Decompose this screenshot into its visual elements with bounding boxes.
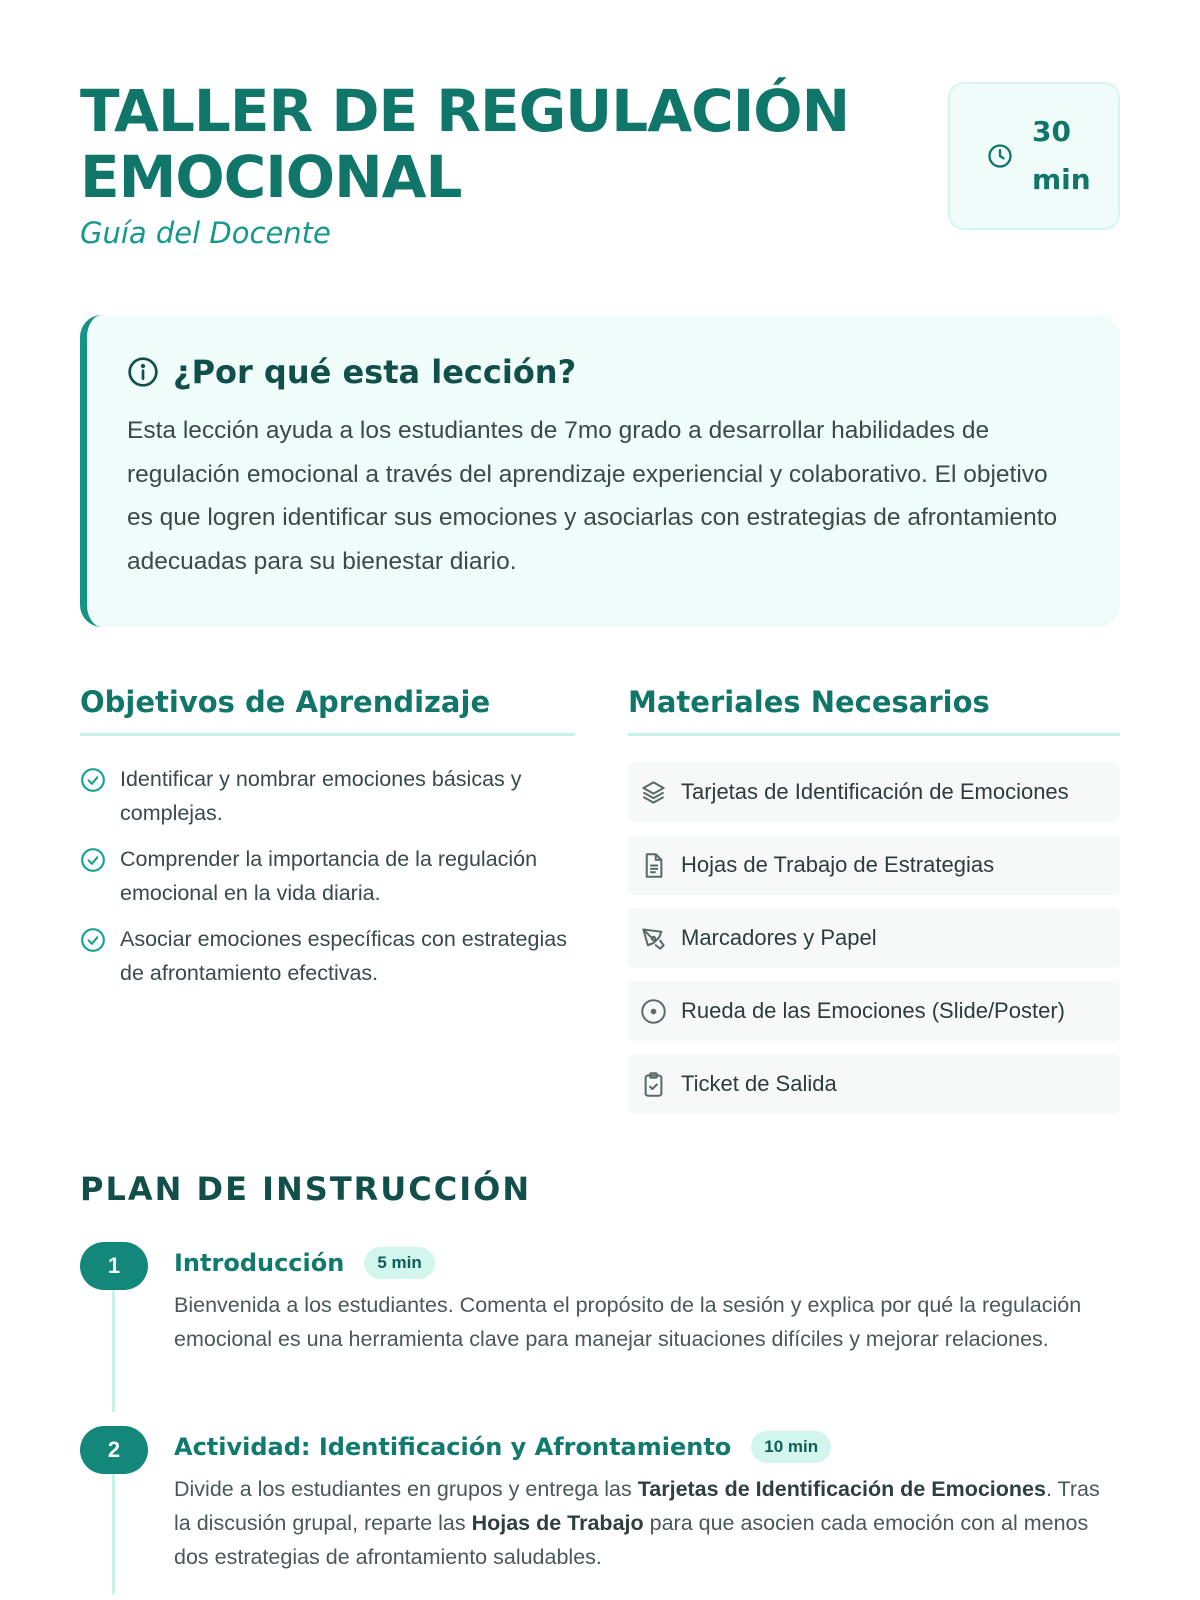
step-number: 1 (80, 1242, 148, 1290)
page-subtitle: Guía del Docente (80, 216, 331, 250)
material-label: Ticket de Salida (681, 1071, 837, 1096)
why-heading (127, 353, 1076, 391)
list-item (628, 981, 1120, 1041)
pen-icon (640, 925, 667, 952)
list-item (80, 922, 575, 990)
check-circle-icon (80, 767, 106, 793)
materials-heading: Materiales Necesarios (628, 685, 1120, 736)
header (80, 78, 1120, 268)
desc-text: para que asocien cada emoción con al menos dos estrategias de afrontamiento saludables. (174, 1511, 1089, 1569)
check-circle-icon (80, 927, 106, 953)
step-header (174, 1426, 1120, 1468)
objective-text: Comprender la importancia de la regulación emocional en la vida diaria. (120, 847, 538, 905)
list-item (628, 762, 1120, 822)
materials-list (628, 762, 1120, 1114)
plan-heading: PLAN DE INSTRUCCIÓN (80, 1170, 532, 1208)
objectives-section (80, 685, 575, 1002)
step-duration-badge: 5 min (364, 1247, 434, 1279)
check-circle-icon (80, 847, 106, 873)
step-title: Introducción (174, 1249, 345, 1277)
desc-emphasis: Tarjetas de Identificación de Emociones (637, 1477, 1046, 1501)
timeline-line (112, 1474, 115, 1594)
list-item (80, 762, 575, 830)
step-description (174, 1472, 1120, 1574)
plan-step (80, 1242, 1120, 1356)
plan-step (80, 1426, 1120, 1574)
desc-text: . Tras la discusión grupal, reparte las (174, 1477, 1100, 1535)
material-label: Rueda de las Emociones (Slide/Poster) (681, 998, 1065, 1023)
timeline-line (112, 1290, 115, 1412)
document-icon (640, 852, 667, 879)
desc-emphasis: Hojas de Trabajo (471, 1511, 644, 1535)
step-title: Actividad: Identificación y Afrontamiento (174, 1433, 732, 1461)
duration-text (1032, 108, 1091, 204)
duration-badge (948, 82, 1120, 230)
why-heading-text: ¿Por qué esta lección? (173, 353, 577, 391)
step-number: 2 (80, 1426, 148, 1474)
step-header (174, 1242, 1120, 1284)
desc-text: Divide a los estudiantes en grupos y entrega las (174, 1477, 638, 1501)
layers-icon (640, 779, 667, 806)
step-description: Bienvenida a los estudiantes. Comenta el propósito de la sesión y explica por qué la regulación emocional es una herramienta clave para manejar situaciones difíciles y mejorar relaciones. (174, 1293, 1082, 1351)
step-duration-badge: 10 min (751, 1431, 831, 1463)
duration-value: 30 (1032, 115, 1071, 148)
circle-dot-icon (640, 998, 667, 1025)
page-title: TALLER DE REGULACIÓN EMOCIONAL (80, 77, 850, 211)
info-icon (127, 356, 159, 388)
why-body: Esta lección ayuda a los estudiantes de 7mo grado a desarrollar habilidades de regulación emocional a través del aprendizaje experiencial y colaborativo. El objetivo es que logren identificar sus emociones y asociarlas con estrategias de afrontamiento adecuadas para su bienestar diario. (127, 417, 1058, 575)
clipboard-check-icon (640, 1071, 667, 1098)
list-item (80, 842, 575, 910)
material-label: Tarjetas de Identificación de Emociones (681, 779, 1069, 804)
objective-text: Identificar y nombrar emociones básicas y complejas. (120, 767, 522, 825)
why-lesson-card (80, 315, 1120, 627)
objectives-heading: Objetivos de Aprendizaje (80, 685, 575, 736)
duration-unit: min (1032, 163, 1091, 196)
objectives-list (80, 762, 575, 990)
list-item (628, 835, 1120, 895)
material-label: Hojas de Trabajo de Estrategias (681, 852, 995, 877)
material-label: Marcadores y Papel (681, 925, 877, 950)
instruction-plan (80, 1170, 1120, 1574)
list-item (628, 1054, 1120, 1114)
list-item (628, 908, 1120, 968)
objective-text: Asociar emociones específicas con estrategias de afrontamiento efectivas. (120, 927, 567, 985)
clock-icon (986, 142, 1014, 170)
materials-section (628, 685, 1120, 1127)
